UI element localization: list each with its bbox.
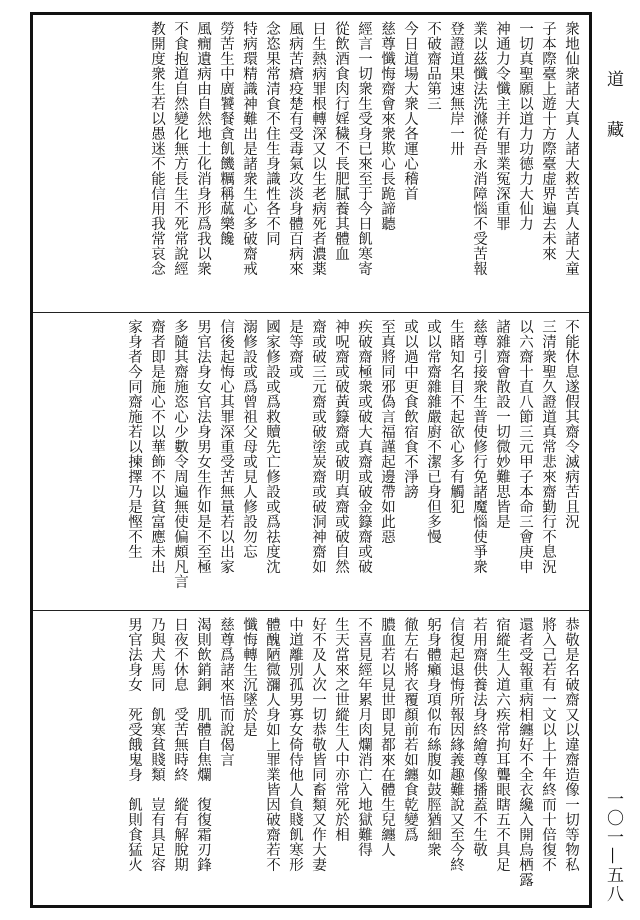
text-column: 或以常齋雜雜嚴廚不潔已身但多慢 — [425, 319, 441, 544]
text-column: 信後起悔心其罪深重受苦無量若以出家 — [218, 319, 234, 574]
text-column: 中道離別孤男寡女倚侍他人負賤飢寒形 — [287, 617, 303, 872]
text-column: 神通力令懺主并有罪業冤深重罪 — [494, 21, 510, 231]
register-middle — [33, 313, 589, 611]
text-column: 恭敬是名破齋又以違齋造像一切等物私 — [563, 617, 579, 872]
text-column: 日夜不休息 受苦無時終 縱有解脫期 — [172, 617, 188, 872]
text-column: 慈尊爲諸來悟而說偈言 — [218, 617, 234, 767]
register-bottom — [33, 611, 589, 909]
text-column: 不喜見經年累月肉爛消亡入地獄難得 — [356, 617, 372, 857]
text-column: 宿縱生人道六疾常拘耳聾眼瞎五不具足 — [494, 617, 510, 872]
text-column: 齋者即是施心不以華飾不以貧富應未出 — [149, 319, 165, 574]
text-column: 或以過中更食飲宿食不淨謗 — [402, 319, 418, 499]
text-column: 渴則飲銷銅 肌體自焦爛 復復霜刃鋒 — [195, 617, 211, 872]
text-column: 體醜陋微瀰人身如上罪業皆因破齋若不 — [264, 617, 280, 872]
text-column: 衆地仙衆諸大真人諸大救苦真人諸大童 — [563, 21, 579, 276]
text-column: 以六齋十直八節三元甲子本命三會庚申 — [517, 319, 533, 574]
text-column: 疾破齋極衆或破大真齋或破金籙齋或破 — [356, 319, 372, 574]
text-column: 慈尊懺悔齋會來衆欺心長跪諦聽 — [379, 21, 395, 231]
text-column: 勞苦生中廣饕餐貪飢饑糲稱蓏樂饞 — [218, 21, 234, 246]
text-column: 從飲酒食肉行婬穢不長肥膩養其體血 — [333, 21, 349, 261]
text-columns-middle — [123, 319, 581, 604]
text-column: 日生熱病罪根轉深又以生老病死者濃薬 — [310, 21, 326, 276]
register-top — [33, 15, 589, 313]
text-column: 生天當來之世縱生人中亦常死於相 — [333, 617, 349, 842]
text-column: 將入己若有一文以上十年終而十倍復不 — [540, 617, 556, 872]
text-column: 溺修設或爲曾祖父母或見人修設勿忘 — [241, 319, 257, 559]
text-column: 徹左右將衣覆顏前若如纏食乾變爲 — [402, 617, 418, 842]
text-column: 躬身體癩身項似布絲腹如鼓脛猶細衆 — [425, 617, 441, 857]
text-column: 特病環精識神難出是諸衆生心多破齋戒 — [241, 21, 257, 276]
text-column: 齋或破三元齋或破塗炭齋或破洞神齋如 — [310, 319, 326, 574]
text-column: 不破齋品第三 — [425, 21, 441, 111]
right-margin — [596, 0, 632, 920]
text-column: 至真將同邪偽言福謹起邊帶如此惡 — [379, 319, 395, 544]
page-number: 一〇一—五八 — [603, 790, 623, 904]
text-column: 風癇遺病由自然地土化消身形爲我以衆 — [195, 21, 211, 276]
canon-title: 道 藏 — [603, 70, 623, 152]
text-column: 風病苦瘡疫楚有受毒氣攻淡身體百病來 — [287, 21, 303, 276]
text-column: 生睹知名目不起欲心多有觸犯 — [448, 319, 464, 514]
text-column: 一切真聖願以道力功德力大仙力 — [517, 21, 533, 231]
text-column: 多隨其齋施恣心少數令周遍無使偏頗凡言 — [172, 319, 188, 589]
text-column: 三清衆聖久證道真常悲來齋勤行不息況 — [540, 319, 556, 574]
text-column: 慈尊引接衆生普使修行免諸魔惱使爭衆 — [471, 319, 487, 574]
text-column: 經言一切衆生受身已來至于今日飢寒寄 — [356, 21, 372, 276]
text-column: 信復起退悔所報因緣義趣難說又至今終 — [448, 617, 464, 872]
text-column: 不食抱道自然變化無方長生不死常說經 — [172, 21, 188, 276]
text-column: 不能休息遂假其齋令滅病苦且況 — [563, 319, 579, 529]
text-column: 今日道場大衆人各運心稽首 — [402, 21, 418, 201]
text-column: 若用齋供養法身終繪尊像播蓋不生敬 — [471, 617, 487, 857]
text-column: 教開度衆生若以愚迷不能信用我常哀念 — [149, 21, 165, 276]
page-frame — [30, 12, 592, 908]
text-column: 好不及人次一切恭敬皆同畜類又作大妻 — [310, 617, 326, 872]
text-columns-top — [146, 21, 581, 306]
text-column: 男官法身女 死受餓鬼身 飢則食猛火 — [126, 617, 142, 872]
text-column: 乃與犬馬同 飢寒貧賤類 豈有具足容 — [149, 617, 165, 872]
text-column: 膿血若以見世即見都來在體生兒纏人 — [379, 617, 395, 857]
text-column: 是等齋或 — [287, 319, 303, 379]
text-column: 登證道果速無岸一卅 — [448, 21, 464, 156]
text-columns-bottom — [123, 617, 581, 903]
text-column: 家身者今同齋施若以揀擇乃是慳不生 — [126, 319, 142, 559]
text-column: 男官法身女官法身男女生作如是不至極 — [195, 319, 211, 574]
text-column: 國家修設或爲救贖先亡修設或爲祛度沈 — [264, 319, 280, 574]
text-column: 業以茲懺法洗滌從吾永消障惱不受苦報 — [471, 21, 487, 276]
text-column: 念恣果常清食不住生身識性各不同 — [264, 21, 280, 246]
text-column: 還者受報重病相纏好不全衣纔入開鳥栖露 — [517, 617, 533, 887]
text-column: 神呪齋或破黃籙齋或破明真齋或破自然 — [333, 319, 349, 574]
text-column: 懺悔轉生沉墜於是 — [241, 617, 257, 737]
text-column: 子本際臺上遊十方際臺虚界遍去未來 — [540, 21, 556, 261]
text-column: 諸雜齋會散設一切微妙難思皆是 — [494, 319, 510, 529]
